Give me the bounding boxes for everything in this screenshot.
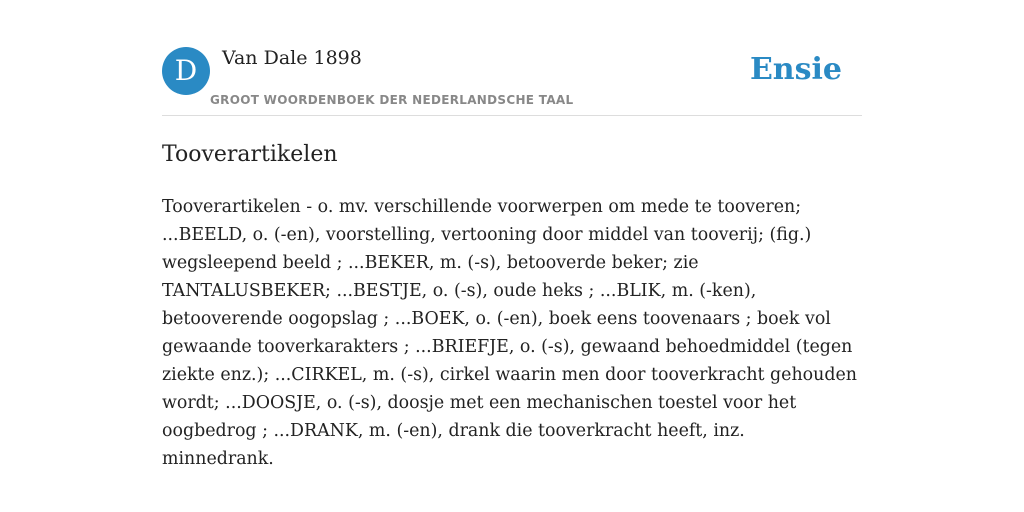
dictionary-subtitle: GROOT WOORDENBOEK DER NEDERLANDSCHE TAAL	[210, 93, 574, 107]
entry-headword: Tooverartikelen	[162, 142, 338, 167]
entry-card	[162, 0, 862, 469]
dictionary-avatar[interactable]: D	[162, 47, 210, 95]
entry-header	[162, 0, 862, 116]
entry-definition: Tooverartikelen - o. mv. verschillende voorwerpen om mede te tooveren; ...BEELD, o. (-en), voorstelling, vertooning door middel van tooverij; (fig.) wegsleepend beeld ; ...BEKER, m. (-s), betooverde beker; zie TANTALUSBEKER; ...BESTJE, o. (-s), oude heks ; ...BLIK, m. (-ken), betooverende oogopslag ; ...BOEK, o. (-en), boek eens toovenaars ; boek vol gewaande tooverkarakters ; ...BRIEFJE, o. (-s), gewaand behoedmiddel (tegen ziekte enz.); ...CIRKEL, m. (-s), cirkel waarin men door tooverkracht gehouden wordt; ...DOOSJE, o. (-s), doosje met een mechanischen toestel voor het oogbedrog ; ...DRANK, m. (-en), drank die tooverkracht heeft, inz. minnedrank.	[162, 197, 857, 469]
dictionary-title[interactable]: Van Dale 1898	[222, 47, 362, 69]
brand-logo[interactable]: Ensie	[749, 52, 842, 87]
